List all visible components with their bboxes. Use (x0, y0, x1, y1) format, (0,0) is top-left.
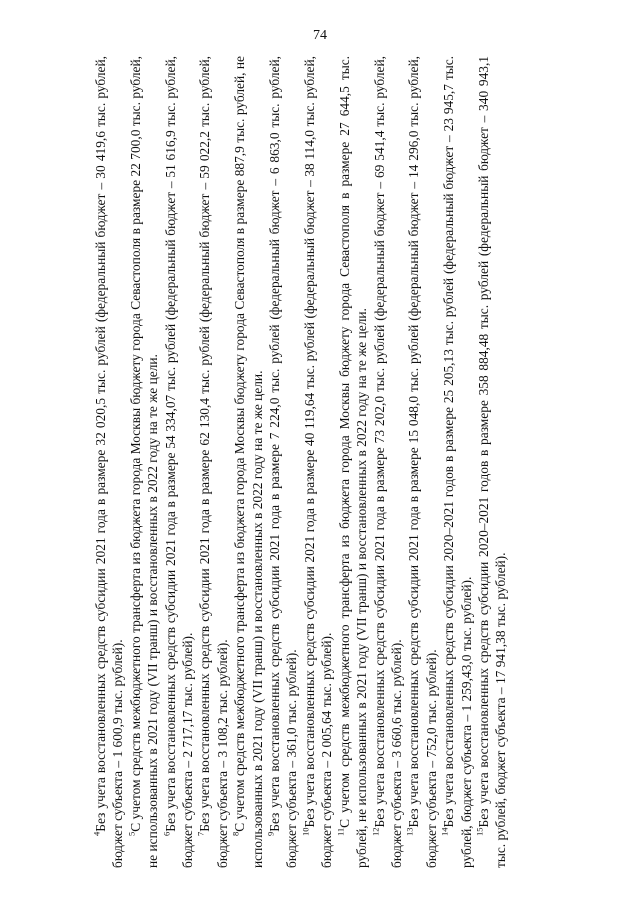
footnote-text: Без учета восстановленных средств субсидии 2020–2021 годов в размере 25 205,13 тыс. рублей (федеральный бюджет – 23 945,7 тыс. рублей, бюджет субъекта – 1 259,43,0 тыс. рублей). (441, 56, 474, 868)
footnote-mark: 5 (126, 831, 137, 836)
footnote-mark: 7 (195, 831, 206, 836)
footnote-mark: 13 (404, 827, 415, 836)
footnote-mark: 10 (300, 827, 311, 836)
footnote-text: Без учета восстановленных средств субсидии 2021 года в размере 54 334,07 тыс. рублей (федеральный бюджет – 51 616,9 тыс. рублей, бюджет субъекта – 2 717,17 тыс. рублей). (162, 56, 196, 868)
footnote-text: Без учета восстановленных средств субсидии 2021 года в размере 15 048,0 тыс. рублей (федеральный бюджет – 14 296,0 тыс. рублей, бюджет субъекта – 752,0 тыс. рублей). (406, 56, 439, 868)
footnote-15 (475, 56, 510, 868)
footnote-10 (301, 56, 336, 868)
rotated-footnotes-block (92, 56, 562, 868)
footnote-mark: 15 (474, 827, 485, 836)
footnote-6 (162, 56, 197, 868)
footnote-text: Без учета восстановленных средств субсидии 2021 года в размере 7 224,0 тыс. рублей (федеральный бюджет – 6 863,0 тыс. рублей, бюджет субъекта – 361,0 тыс. рублей). (267, 56, 300, 868)
footnote-12 (371, 56, 406, 868)
footnote-text: Без учета восстановленных средств субсидии 2021 года в размере 32 020,5 тыс. рублей (федеральный бюджет – 30 419,6 тыс. рублей, бюджет субъекта – 1 600,9 тыс. рублей). (93, 56, 126, 868)
footnote-4 (92, 56, 127, 868)
footnote-text: С учетом средств межбюджетного трансферта из бюджета города Москвы бюджету города Севастополя в размере 27 644,5 тыс. рублей, не использованных в 2021 году (VII транш) и восстановленных в 2022 году на те же цели. (336, 56, 370, 868)
footnote-mark: 12 (370, 827, 381, 836)
footnote-mark: 8 (230, 831, 241, 836)
footnote-mark: 11 (335, 827, 346, 836)
page-number: 74 (313, 28, 327, 43)
footnote-8 (231, 56, 266, 868)
footnote-7 (196, 56, 231, 868)
footnote-mark: 9 (265, 831, 276, 836)
footnote-9 (266, 56, 301, 868)
footnote-mark: 4 (91, 831, 102, 836)
footnote-mark: 14 (439, 827, 450, 836)
footnote-text: Без учета восстановленных средств субсидии 2021 года в размере 62 130,4 тыс. рублей (федеральный бюджет – 59 022,2 тыс. рублей, бюджет субъекта – 3 108,2 тыс. рублей). (197, 56, 230, 868)
footnote-13 (405, 56, 440, 868)
footnote-11 (336, 56, 371, 868)
footnote-mark: 6 (161, 831, 172, 836)
footnote-5 (127, 56, 162, 868)
footnote-14 (440, 56, 475, 868)
footnote-text: Без учета восстановленных средств субсидии 2021 года в размере 73 202,0 тыс. рублей (федеральный бюджет – 69 541,4 тыс. рублей, бюджет субъекта – 3 660,6 тыс. рублей). (371, 56, 404, 868)
footnote-text: С учетом средств межбюджетного трансферта из бюджета города Москвы бюджету города Севастополя в размере 22 700,0 тыс. рублей, не использованных в 2021 году (VII транш) и восстановленных в 2022 году на те же цели. (127, 56, 161, 868)
footnote-text: Без учета восстановленных средств субсидии 2021 года в размере 40 119,64 тыс. рублей (федеральный бюджет – 38 114,0 тыс. рублей, бюджет субъекта – 2 005,64 тыс. рублей). (301, 56, 335, 868)
footnote-text: С учетом средств межбюджетного трансферта из бюджета города Москвы бюджету города Севастополя в размере 887,9 тыс. рублей, не использованных в 2021 году (VII транш) и восстановленных в 2022 году на те же цели. (232, 56, 265, 868)
footnote-text: Без учета восстановленных средств субсидии 2020–2021 годов в размере 358 884,48 тыс. рублей (федеральный бюджет – 340 943,1 тыс. рублей, бюджет субъекта – 17 941,38 тыс. рублей). (475, 56, 509, 868)
